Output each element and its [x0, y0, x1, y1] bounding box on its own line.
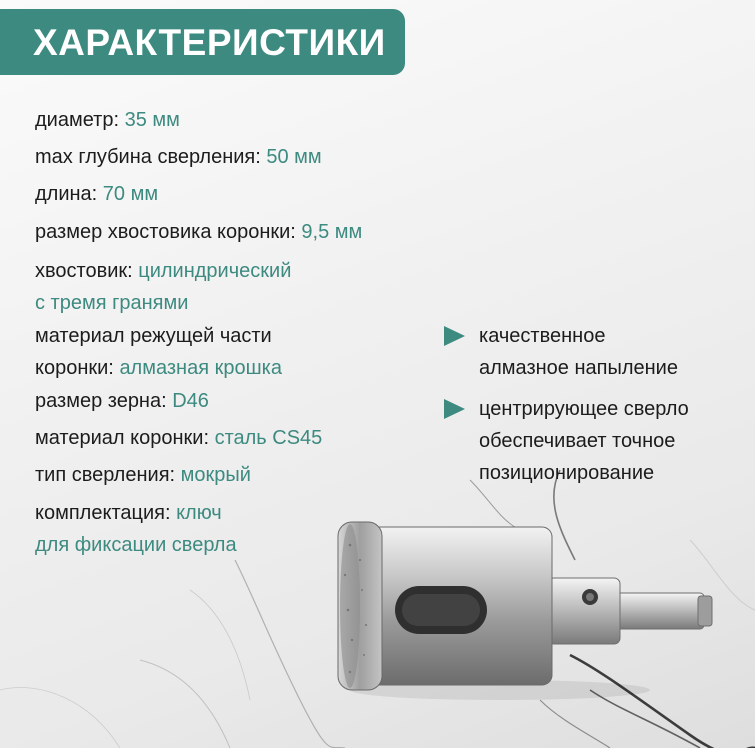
spec-shank-size: [35, 216, 362, 248]
spec-value: алмазная крошка: [119, 357, 282, 379]
spec-value: сталь CS45: [214, 427, 323, 449]
spec-value-line2: для фиксации сверла: [35, 534, 237, 556]
diamond-core-bit-image: [320, 500, 755, 748]
spec-grit-size: [35, 385, 209, 417]
spec-label: комплектация:: [35, 502, 177, 524]
spec-label: тип сверления:: [35, 464, 181, 486]
spec-label: размер зерна:: [35, 390, 173, 412]
spec-value: ключ: [176, 502, 222, 524]
spec-label: хвостовик:: [35, 260, 139, 282]
spec-label: max глубина сверления:: [35, 146, 267, 168]
spec-value: 35 мм: [124, 109, 180, 131]
spec-label: размер хвостовика коронки:: [35, 221, 302, 243]
spec-value: 70 мм: [102, 183, 159, 205]
triangle-bullet-icon: [444, 326, 465, 346]
spec-shank: [35, 255, 291, 319]
spec-value: 9,5 мм: [301, 221, 363, 243]
title-banner: [0, 9, 405, 75]
spec-label: длина:: [35, 183, 103, 205]
spec-diameter: [35, 104, 180, 136]
feature-line: алмазное напыление: [479, 357, 678, 379]
feature-line: качественное: [479, 325, 606, 347]
spec-cutting-material: [35, 320, 282, 384]
spec-label-line2: коронки:: [35, 357, 120, 379]
spec-label: материал режущей части: [35, 325, 272, 347]
spec-label: материал коронки:: [35, 427, 215, 449]
spec-label: диаметр:: [35, 109, 125, 131]
spec-body-material: [35, 422, 322, 454]
spec-length: [35, 178, 158, 210]
spec-value: мокрый: [180, 464, 251, 486]
page-title: ХАРАКТЕРИСТИКИ: [33, 22, 386, 63]
feature-text: [479, 393, 749, 489]
spec-value: цилиндрический: [138, 260, 292, 282]
spec-package: [35, 497, 237, 561]
feature-line: центрирующее сверло: [479, 398, 689, 420]
spec-value: D46: [172, 390, 209, 412]
spec-max-depth: [35, 141, 322, 173]
feature-text: [479, 320, 749, 384]
spec-drilling-type: [35, 459, 251, 491]
feature-line: обеспечивает точное: [479, 430, 676, 452]
spec-value-line2: с тремя гранями: [35, 292, 189, 314]
feature-line: позиционирование: [479, 462, 655, 484]
triangle-bullet-icon: [444, 399, 465, 419]
spec-value: 50 мм: [266, 146, 322, 168]
